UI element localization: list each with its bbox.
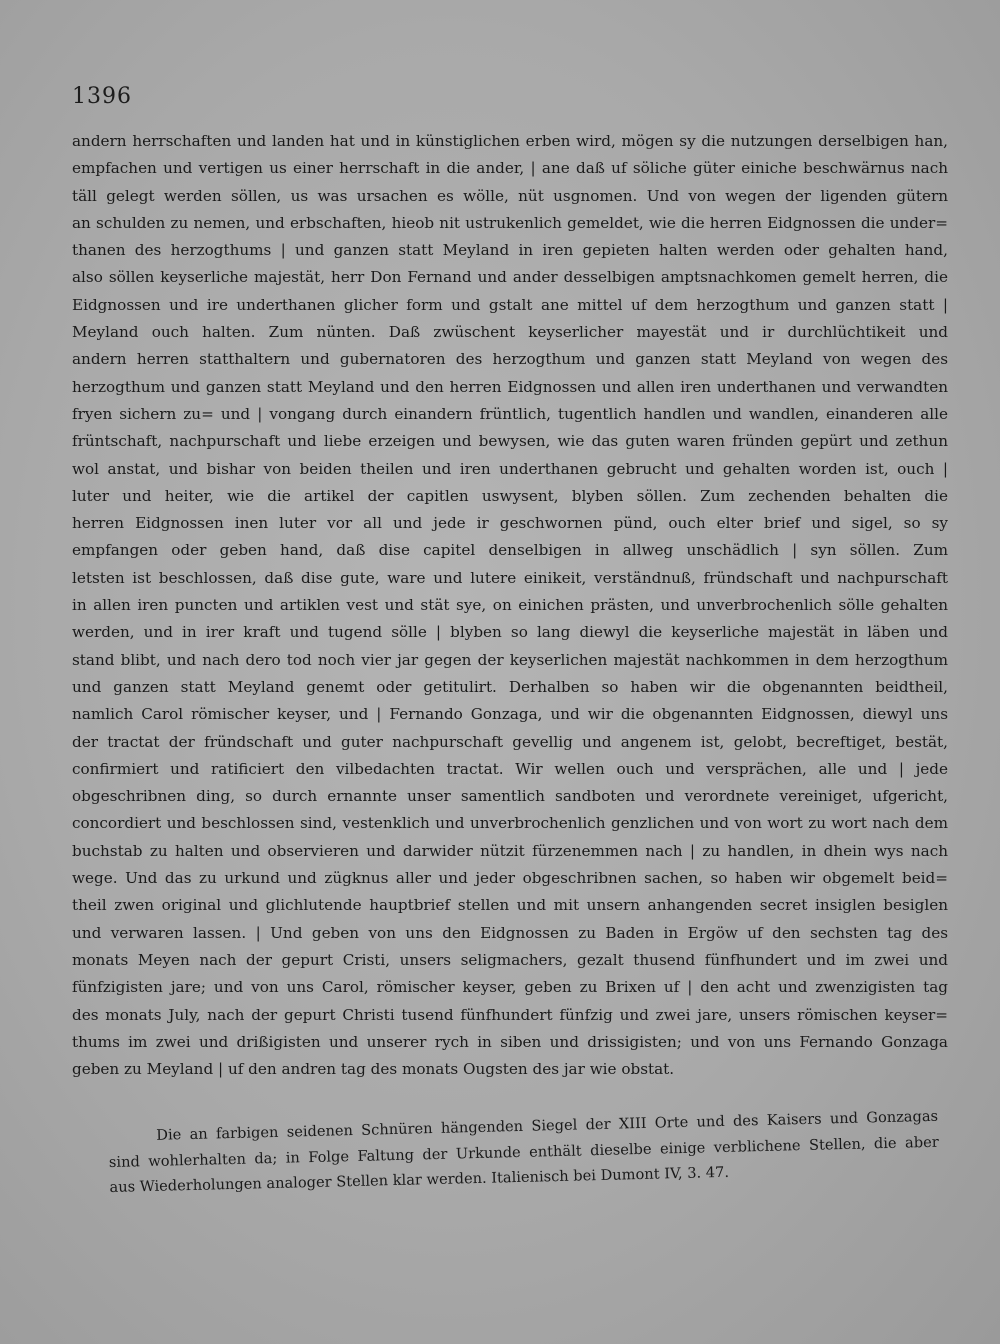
- body-text-line: Meyland ouch halten. Zum nünten. Daß zwüschent keyserlicher mayestät und ir durchlüchtikeit und: [72, 323, 948, 342]
- body-text-line: also söllen keyserliche majestät, herr Don Fernand und ander desselbigen amptsnachkomen gemelt herren, die: [72, 268, 948, 287]
- body-text-line: werden, und in irer kraft und tugend sölle | blyben so lang diewyl die keyserliche majestät in läben und: [72, 623, 948, 642]
- body-text-line: stand blibt, und nach dero tod noch vier jar gegen der keyserlichen majestät nachkommen in dem herzogthum: [72, 650, 948, 669]
- body-text-line: thums im zwei und drißigisten und unserer rych in siben und drissigisten; und von uns Fernando Gonzaga: [72, 1032, 948, 1051]
- footnote-line: aus Wiederholungen analoger Stellen klar werden. Italienisch bei Dumont IV, 3. 47.: [109, 1163, 730, 1196]
- body-text-line: concordiert und beschlossen sind, vestenklich und unverbrochenlich genzlichen und von wort zu wort nach dem: [72, 814, 948, 833]
- body-text: [72, 128, 948, 1083]
- body-text-line: herzogthum und ganzen statt Meyland und den herren Eidgnossen und allen iren underthanen und verwandten: [72, 377, 948, 396]
- body-text-line: und ganzen statt Meyland genemt oder getitulirt. Derhalben so haben wir die obgenannten beidtheil,: [72, 677, 948, 696]
- body-text-line: der tractat der fründschaft und guter nachpurschaft gevellig und angenem ist, gelobt, becreftiget, bestät,: [72, 732, 948, 751]
- body-text-line: andern herrschaften und landen hat und in künstiglichen erben wird, mögen sy die nutzungen derselbigen han,: [72, 132, 948, 150]
- footnote-line: sind wohlerhalten da; in Folge Faltung der Urkunde enthält dieselbe einige verblichene Stellen, die aber: [108, 1133, 939, 1171]
- page-number: 1396: [72, 84, 132, 109]
- body-text-line: obgeschribnen ding, so durch ernannte unser samentlich sandboten und verordnete vereiniget, ufgericht,: [72, 787, 948, 806]
- body-text-line: theil zwen original und glichlutende hauptbrief stellen und mit unsern anhangenden secret insiglen besiglen: [72, 896, 948, 915]
- body-text-line: fryen sichern zu= und | vongang durch einandern früntlich, tugentlich handlen und wandlen, einanderen alle: [72, 404, 948, 423]
- body-text-line: letsten ist beschlossen, daß dise gute, ware und lutere einikeit, verständnuß, fründschaft und nachpurschaft: [72, 568, 948, 587]
- body-text-line: an schulden zu nemen, und erbschaften, hieob nit ustrukenlich gemeldet, wie die herren Eidgnossen die under=: [72, 213, 948, 232]
- body-text-line: luter und heiter, wie die artikel der capitlen uswysent, blyben söllen. Zum zechenden behalten die: [72, 486, 948, 505]
- body-text-line: confirmiert und ratificiert den vilbedachten tractat. Wir wellen ouch und versprächen, alle und | jede: [72, 759, 948, 778]
- body-text-line: des monats July, nach der gepurt Christi tusend fünfhundert fünfzig und zwei jare, unsers römischen keyser=: [72, 1005, 948, 1024]
- body-text-line: wol anstat, und bishar von beiden theilen und iren underthanen gebrucht und gehalten worden ist, ouch |: [72, 459, 948, 478]
- body-text-line: und verwaren lassen. | Und geben von uns den Eidgnossen zu Baden in Ergöw uf den sechsten tag des: [72, 923, 948, 942]
- body-text-line: thanen des herzogthums | und ganzen statt Meyland in iren gepieten halten werden oder gehalten hand,: [72, 241, 948, 260]
- body-text-line: geben zu Meyland | uf den andren tag des monats Ougsten des jar wie obstat.: [72, 1060, 675, 1079]
- body-text-line: Eidgnossen und ire underthanen glicher form und gstalt ane mittel uf dem herzogthum und ganzen statt |: [72, 295, 948, 314]
- footnote: [108, 1104, 940, 1201]
- body-text-line: buchstab zu halten und observieren und darwider nützit fürzenemmen nach | zu handlen, in dhein wys nach: [72, 841, 948, 860]
- body-text-line: empfangen oder geben hand, daß dise capitel denselbigen in allweg unschädlich | syn söllen. Zum: [72, 541, 948, 560]
- body-text-line: früntschaft, nachpurschaft und liebe erzeigen und bewysen, wie das guten waren fründen gepürt und zethun: [72, 432, 948, 451]
- body-text-line: in allen iren puncten und artiklen vest und stät sye, on einichen prästen, und unverbrochenlich sölle gehalten: [72, 596, 948, 615]
- body-text-line: namlich Carol römischer keyser, und | Fernando Gonzaga, und wir die obgenannten Eidgnossen, diewyl uns: [72, 705, 948, 724]
- footnote-line: Die an farbigen seidenen Schnüren hängenden Siegel der XIII Orte und des Kaisers und Gonzagas: [156, 1107, 939, 1144]
- body-text-line: wege. Und das zu urkund und zügknus aller und jeder obgeschribnen sachen, so haben wir obgemelt beid=: [72, 869, 948, 888]
- body-text-line: herren Eidgnossen inen luter vor all und jede ir geschwornen pünd, ouch elter brief und sigel, so sy: [72, 514, 948, 533]
- body-text-line: fünfzigisten jare; und von uns Carol, römischer keyser, geben zu Brixen uf | den acht und zwenzigisten tag: [72, 978, 948, 997]
- body-text-line: täll gelegt werden söllen, us was ursachen es wölle, nüt usgnomen. Und von wegen der ligenden gütern: [72, 186, 948, 205]
- body-text-line: monats Meyen nach der gepurt Cristi, unsers seligmachers, gezalt thusend fünfhundert und im zwei und: [72, 950, 948, 969]
- body-text-line: andern herren statthaltern und gubernatoren des herzogthum und ganzen statt Meyland von wegen des: [72, 350, 948, 369]
- body-text-line: empfachen und vertigen us einer herrschaft in die ander, | ane daß uf söliche güter einiche beschwärnus nach: [72, 159, 948, 178]
